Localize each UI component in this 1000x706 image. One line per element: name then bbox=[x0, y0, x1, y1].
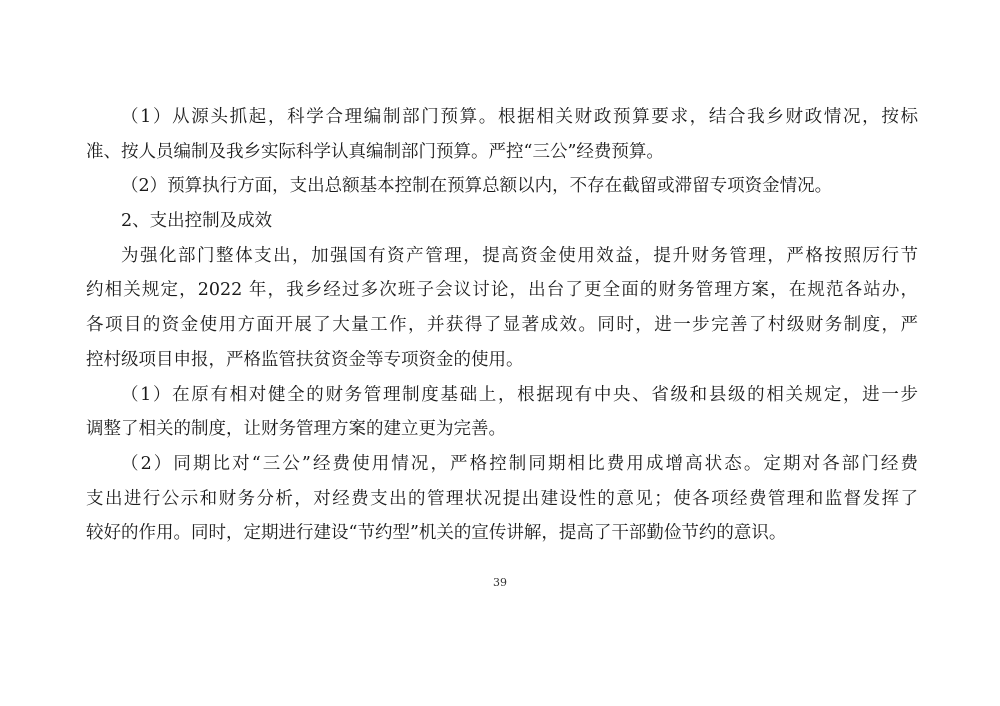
paragraph-line: （1）从源头抓起，科学合理编制部门预算。根据相关财政预算要求，结合我乡财政情况，按标 bbox=[121, 107, 918, 127]
paragraph-line: 约相关规定，2022 年，我乡经过多次班子会议讨论，出台了更全面的财务管理方案，在规范各站办， bbox=[86, 280, 918, 301]
paragraph-line: （1）在原有相对健全的财务管理制度基础上，根据现有中央、省级和县级的相关规定，进一步 bbox=[121, 384, 918, 405]
paragraph-line: （2）预算执行方面，支出总额基本控制在预算总额以内，不存在截留或滞留专项资金情况。 bbox=[121, 176, 833, 197]
body-text bbox=[86, 100, 918, 551]
paragraph-line: 调整了相关的制度，让财务管理方案的建立更为完善。 bbox=[86, 419, 506, 440]
paragraph-line: 控村级项目申报，严格监管扶贫资金等专项资金的使用。 bbox=[86, 349, 524, 370]
paragraph-line: 为强化部门整体支出，加强国有资产管理，提高资金使用效益，提升财务管理，严格按照厉行节 bbox=[121, 245, 918, 266]
section-heading: 2、支出控制及成效 bbox=[121, 211, 273, 232]
page-number: 39 bbox=[493, 576, 507, 589]
paragraph-line: 较好的作用。同时，定期进行建设“节约型”机关的宣传讲解，提高了干部勤俭节约的意识。 bbox=[86, 523, 787, 544]
paragraph-line: 各项目的资金使用方面开展了大量工作，并获得了显著成效。同时，进一步完善了村级财务制度，严 bbox=[86, 315, 918, 336]
paragraph-line: （2）同期比对“三公”经费使用情况，严格控制同期相比费用成增高状态。定期对各部门经费 bbox=[121, 453, 918, 474]
paragraph-line: 支出进行公示和财务分析，对经费支出的管理状况提出建设性的意见；使各项经费管理和监督发挥了 bbox=[86, 488, 918, 509]
paragraph-line: 准、按人员编制及我乡实际科学认真编制部门预算。严控“三公”经费预算。 bbox=[86, 141, 664, 162]
